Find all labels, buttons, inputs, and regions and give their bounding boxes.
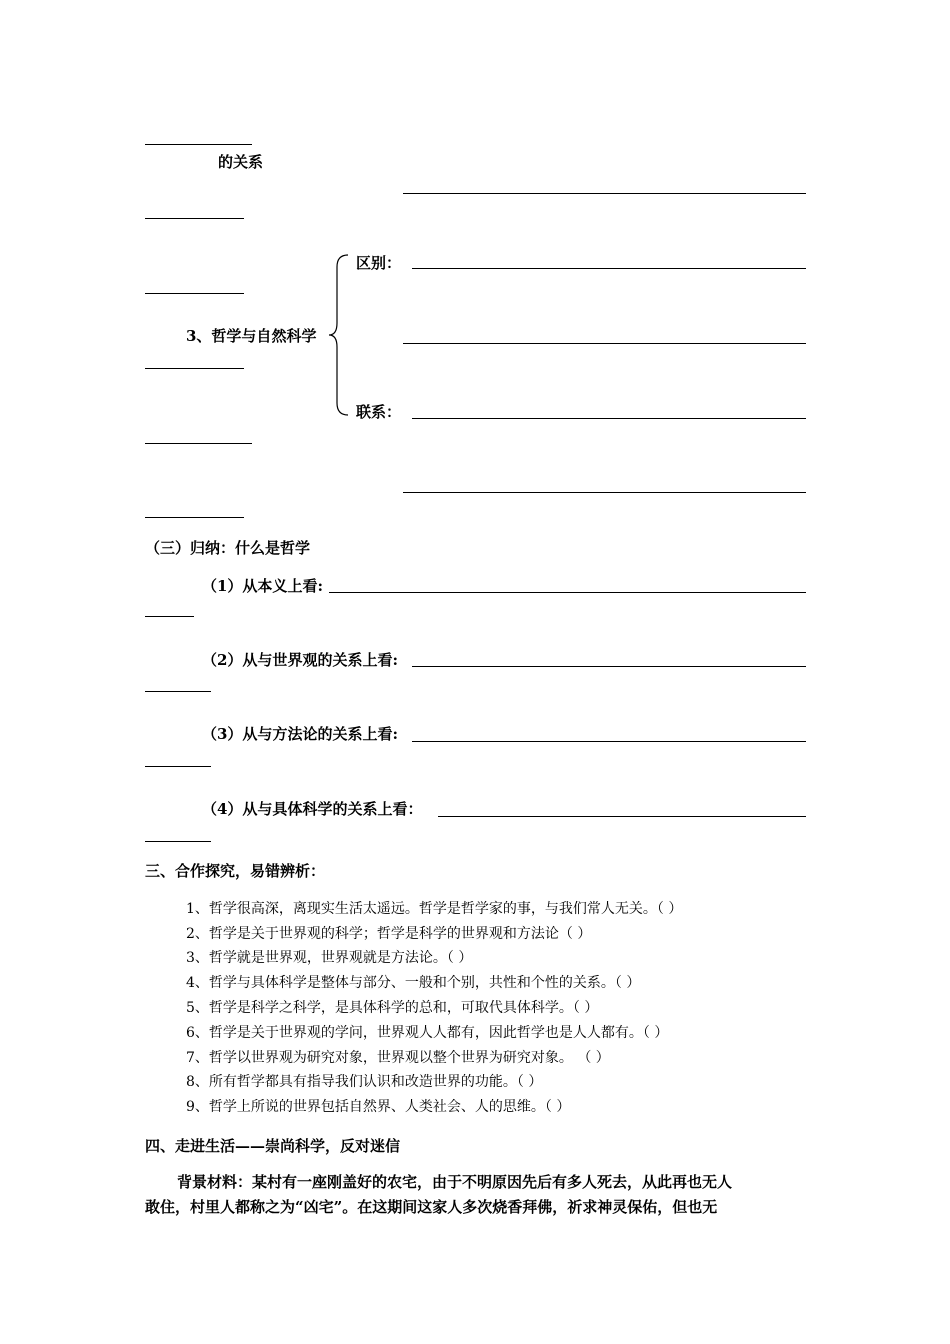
- summary-item-4: （4）从与具体科学的关系上看：: [202, 800, 423, 818]
- difference-label: 区别：: [356, 254, 402, 272]
- judgment-item: 7、哲学以世界观为研究对象，世界观以整个世界为研究对象。 （ ）: [186, 1050, 610, 1066]
- blank-line: [145, 218, 244, 219]
- blank-line: [145, 443, 252, 444]
- blank-line: [145, 293, 244, 294]
- judgment-item: 9、哲学上所说的世界包括自然界、人类社会、人的思维。（ ）: [186, 1099, 571, 1115]
- summary-item-3: （3）从与方法论的关系上看:: [202, 725, 398, 743]
- blank-line: [403, 343, 806, 344]
- answer-blank-cont[interactable]: [145, 691, 211, 692]
- summary-item-2: （2）从与世界观的关系上看:: [202, 651, 398, 669]
- judgment-item: 2、哲学是关于世界观的科学；哲学是科学的世界观和方法论（ ）: [186, 926, 592, 942]
- answer-blank-cont[interactable]: [145, 841, 211, 842]
- brace-icon: [328, 253, 350, 417]
- section-four-heading: 四、走进生活——崇尚科学，反对迷信: [145, 1137, 401, 1155]
- judgment-item: 3、哲学就是世界观，世界观就是方法论。（ ）: [186, 950, 473, 966]
- background-paragraph-line: 背景材料：某村有一座刚盖好的农宅，由于不明原因先后有多人死去，从此再也无人: [177, 1173, 733, 1191]
- answer-blank[interactable]: [412, 741, 806, 742]
- connection-label: 联系：: [356, 403, 402, 421]
- judgment-item: 5、哲学是科学之科学，是具体科学的总和，可取代具体科学。（ ）: [186, 1000, 599, 1016]
- summary-item-1: （1）从本义上看:: [202, 577, 323, 595]
- summary-heading: （三）归纳：什么是哲学: [145, 539, 311, 557]
- blank-line: [403, 492, 806, 493]
- connection-blank: [412, 418, 806, 419]
- background-paragraph-line: 敢住，村里人都称之为“凶宅”。在这期间这家人多次烧香拜佛，祈求神灵保佑，但也无: [145, 1198, 718, 1216]
- answer-blank[interactable]: [438, 816, 806, 817]
- answer-blank-cont[interactable]: [145, 616, 194, 617]
- judgment-item: 8、所有哲学都具有指导我们认识和改造世界的功能。（ ）: [186, 1074, 543, 1090]
- answer-blank-cont[interactable]: [145, 766, 211, 767]
- answer-blank[interactable]: [412, 666, 806, 667]
- blank-line: [145, 517, 244, 518]
- judgment-item: 1、哲学很高深，离现实生活太遥远。哲学是哲学家的事，与我们常人无关。（ ）: [186, 901, 683, 917]
- judgment-item: 4、哲学与具体科学是整体与部分、一般和个别，共性和个性的关系。（ ）: [186, 975, 641, 991]
- relation-label: 的关系: [218, 153, 264, 171]
- blank-line: [145, 144, 252, 145]
- judgment-item: 6、哲学是关于世界观的学问，世界观人人都有，因此哲学也是人人都有。（ ）: [186, 1025, 669, 1041]
- blank-line: [145, 368, 244, 369]
- answer-blank[interactable]: [329, 592, 806, 593]
- philosophy-science-title: 3、哲学与自然科学: [186, 327, 317, 345]
- blank-line: [403, 193, 806, 194]
- section-three-heading: 三、合作探究，易错辨析：: [145, 862, 326, 880]
- difference-blank: [412, 268, 806, 269]
